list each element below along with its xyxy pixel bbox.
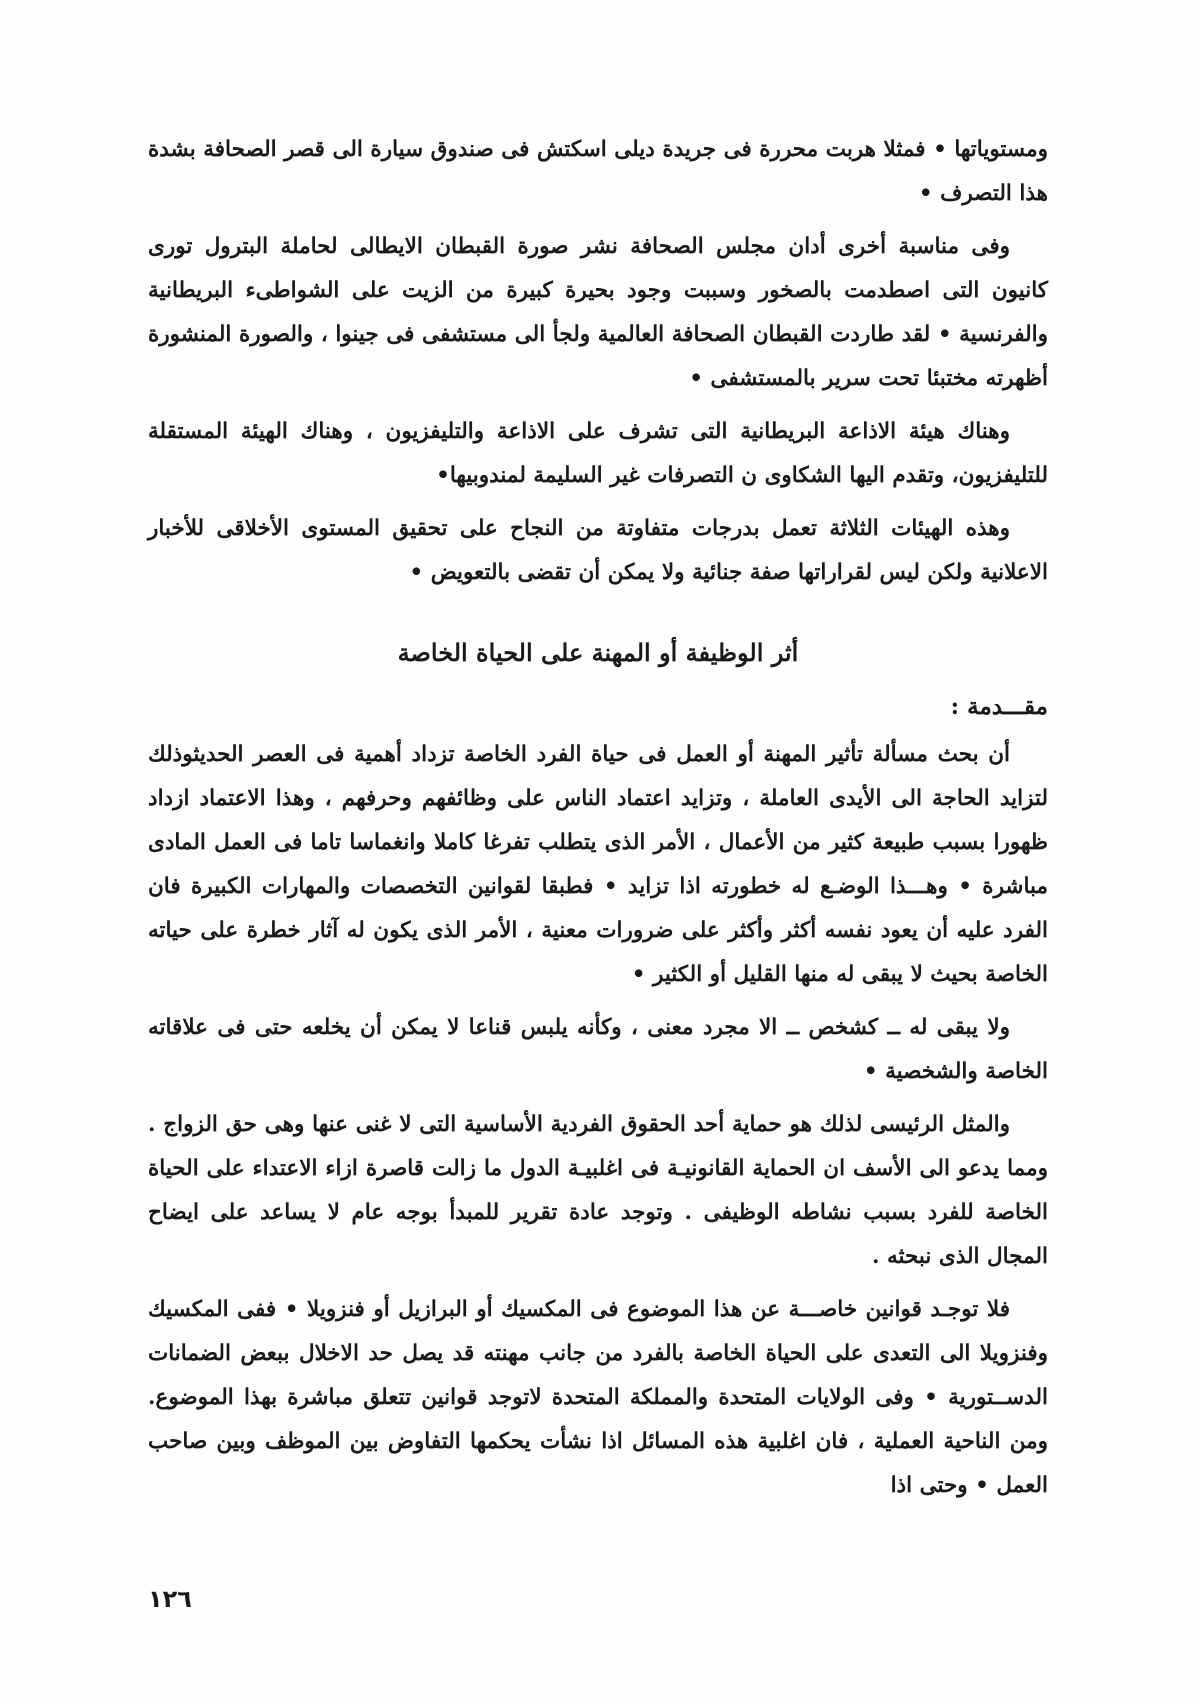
- paragraph-introduction: أن بحث مسألة تأثير المهنة أو العمل فى حياة الفرد الخاصة تزداد أهمية فى العصر الحديثوذلك لتزايد الحاجة الى الأيدى العاملة ، وتزايد اعتماد الناس على وظائفهم وحرفهم ، وهذا الاعتماد ازداد ظهورا بسبب طبيعة كثير من الأعمال ، الأمر الذى يتطلب تفرغا كاملا وانغماسا تاما فى العمل المادى مباشرة • وهـــذا الوضـع له خطورته اذا تزايد • فطبقا لقوانين التخصصات والمهارات الكبيرة فان الفرد عليه أن يعود نفسه أكثر وأكثر على ضرورات معنية ، الأمر الذى يكون له آثار خطرة على حياته الخاصة بحيث لا يبقى له منها القليل أو الكثير •: [148, 742, 1048, 987]
- paragraph-three-bodies: وهذه الهيئات الثلاثة تعمل بدرجات متفاوتة من النجاح على تحقيق المستوى الأخلاقى للأخبار الاعلانية ولكن ليس لقراراتها صفة جنائية ولا يمكن أن تقضى بالتعويض •: [148, 516, 1048, 585]
- introduction-heading: مقـــدمة :: [950, 693, 1048, 720]
- paragraph-mask: ولا يبقى له ــ كشخص ــ الا مجرد معنى ، وكأنه يلبس قناعا لا يمكن أن يخلعه حتى فى علاقاته الخاصة والشخصية •: [148, 1015, 1048, 1084]
- paragraph-marriage-right: والمثل الرئيسى لذلك هو حماية أحد الحقوق الفردية الأساسية التى لا غنى عنها وهى حق الزواج . ومما يدعو الى الأسف ان الحماية القانونيـة فى اغلبيـة الدول ما زالت قاصرة ازاء الاعتداء على الحياة الخاصة للفرد بسبب نشاطه الوظيفى . وتوجد عادة تقرير للمبدأ بوجه عام لا يساعد على ايضاح المجال الذى نبحثه .: [148, 1112, 1048, 1269]
- paragraph-laws-by-country: فلا توجـد قوانين خاصـــة عن هذا الموضوع فى المكسيك أو البرازيل أو فنزويلا • ففى المكسيك وفنزويلا الى التعدى على الحياة الخاصة بالفرد من جانب مهنته قد يصل حد الاخلال ببعض الضمانات الدســتورية • وفى الولايات المتحدة والمملكة المتحدة لاتوجد قوانين تتعلق مباشرة بهذا الموضوع. ومن الناحية العملية ، فان اغلبية هذه المسائل اذا نشأت يحكمها التفاوض بين الموظف وبين صاحب العمل • وحتى اذا: [148, 1297, 1048, 1498]
- page-number: ١٢٦: [148, 1585, 192, 1613]
- page-content: [148, 128, 1048, 1517]
- section-title: أثر الوظيفة أو المهنة على الحياة الخاصة: [397, 638, 799, 667]
- paragraph-press-council: وفى مناسبة أخرى أدان مجلس الصحافة نشر صورة القبطان الايطالى لحاملة البترول تورى كانيون التى اصطدمت بالصخور وسببت وجود بحيرة كبيرة من الزيت على الشواطىء البريطانية والفرنسية • لقد طاردت القبطان الصحافة العالمية ولجأ الى مستشفى فى جينوا ، والصورة المنشورة أظهرته مختبئا تحت سرير بالمستشفى •: [148, 234, 1048, 391]
- paragraph-bbc: وهناك هيئة الاذاعة البريطانية التى تشرف على الاذاعة والتليفزيون ، وهناك الهيئة المستقلة للتليفزيون، وتقدم اليها الشكاوى ن التصرفات غير السليمة لمندوبيها•: [148, 419, 1048, 488]
- paragraph-continuation: ومستوياتها • فمثلا هربت محررة فى جريدة ديلى اسكتش فى صندوق سيارة الى قصر الصحافة بشدة هذا التصرف •: [148, 137, 1048, 206]
